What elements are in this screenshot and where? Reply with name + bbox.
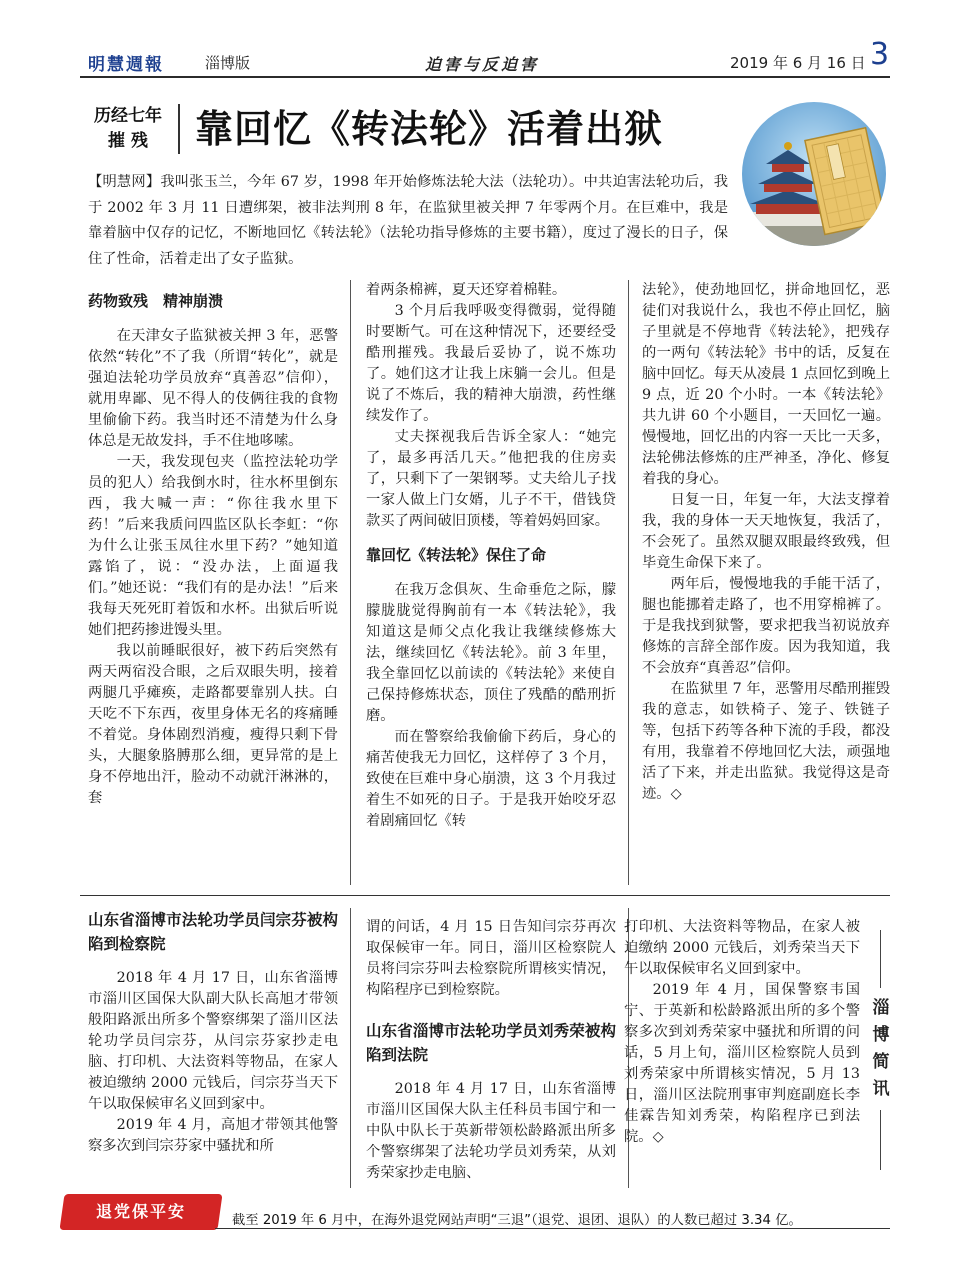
column-rule [350,280,351,885]
article1-column-3 [642,280,890,805]
paragraph: 2018 年 4 月 17 日，山东省淄博市淄川区国保大队副大队长高旭才带领般阳路派出所多个警察绑架了淄川区法轮功学员闫宗芬，从闫宗芬家抄走电脑、打印机、大法资料等物品，在家人被迫缴纳 2000 元钱后，闫宗芬当天下午以取保候审名义回到家中。 [88,970,338,1112]
page-number: 3 [870,37,890,72]
edition-label: 淄博版 [205,54,251,72]
article-kicker [88,104,168,154]
paragraph: 在监狱里 7 年，恶警用尽酷刑摧毁我的意志，如铁椅子、笼子、铁链子等，包括下药等各种下流的手段，都没有用，我靠着不停地回忆大法，顽强地活了下来，并走出监狱。我觉得这是奇迹。◇ [642,681,890,802]
paragraph: 2019 年 4 月，国保警察韦国宁、于英新和松龄路派出所的多个警察多次到刘秀荣家中骚扰和所谓的问话，5 月上旬，淄川区检察院人员到刘秀荣家中所谓核实情况，5 月 13 日，淄川区法院刑事审判庭副庭长李佳霖告知刘秀荣，构陷程序已到法院。◇ [624,982,860,1145]
sidebar-char: 简 [872,1052,890,1072]
sidebar-char: 讯 [872,1079,890,1099]
paragraph: 一天，我发现包夹（监控法轮功学员的犯人）给我倒水时，往水杯里倒东西，我大喊一声：“你往我水里下药！”后来我质问四监区队长李虹：“你为什么让张玉凤往水里下药？”她知道露馅了，说：“没办法，上面逼我们。”她还说：“我们有的是办法！”后来我每天死死盯着饭和水杯。出狱后听说她们把药掺进馒头里。 [88,454,338,638]
article2-column-1 [88,908,338,1157]
paragraph: 着两条棉裤，夏天还穿着棉鞋。 [366,282,567,298]
paragraph: 3 个月后我呼吸变得微弱，觉得随时要断气。可在这种情况下，还要经受酷刑摧残。我最后妥协了，说不炼功了。她们这才让我上床躺一会儿。但是说了不炼后，我的精神大崩溃，药性继续发作了。 [366,303,616,424]
paragraph: 2018 年 4 月 17 日，山东省淄博市淄川区国保大队主任科员韦国宁和一中队中队长于英新带领松龄路派出所多个警察绑架了法轮功学员刘秀荣，从刘秀荣家抄走电脑、 [366,1081,616,1181]
quit-party-badge [59,1194,222,1230]
sidebar-char: 淄 [872,998,890,1018]
footer-statement: 截至 2019 年 6 月中，在海外退党网站声明“三退”（退党、退团、退队）的人数已超过 3.34 亿。 [232,1213,802,1228]
paragraph: 两年后，慢慢地我的手能干活了，腿也能挪着走路了，也不用穿棉裤了。于是我找到狱警，要求把我当初说放弃修炼的言辞全部作废。因为我知道，我不会放弃“真善忍”信仰。 [642,576,890,676]
paragraph: 在我万念俱灰、生命垂危之际，朦朦胧胧觉得胸前有一本《转法轮》，我知道这是师父点化我让我继续修炼大法，继续回忆《转法轮》。前 3 年里，我全靠回忆以前读的《转法轮》来使自己保持修炼状态，顶住了残酷的酷刑折磨。 [366,582,616,724]
subhead-recall-book: 靠回忆《转法轮》保住了命 [366,546,547,564]
header-divider [80,76,890,78]
footer-rule [215,1228,890,1229]
paragraph: 而在警察给我偷偷下药后，身心的痛苦使我无力回忆，这样停了 3 个月，致使在巨难中身心崩溃，这 3 个月我过着生不如死的日子。于是我开始咬牙忍着剧痛回忆《转 [366,729,616,829]
badge-label: 退党保平安 [95,1202,186,1221]
section-divider [80,895,890,896]
paragraph: 打印机、大法资料等物品，在家人被迫缴纳 2000 元钱后，刘秀荣当天下午以取保候审名义回到家中。 [624,919,860,977]
article1-column-1 [88,290,338,809]
temple-book-illustration [738,94,890,254]
paragraph: 丈夫探视我后告诉全家人：“她完了，最多再活几天。”他把我的住房卖了，只剩下了一架钢琴。丈夫给儿子找一家人做上门女婿，儿子不干，借钱贷款买了两间破旧顶楼，等着妈妈回家。 [366,429,616,529]
zibo-news-label [870,995,892,1103]
sidebar-char: 博 [872,1025,890,1045]
kicker-divider [178,104,180,154]
masthead-logo: 明慧週報 [88,55,164,75]
column-rule [350,908,351,1188]
paragraph: 法轮》，使劲地回忆，拼命地回忆，恶徒们对我说什么，我也不停止回忆，脑子里就是不停地背《转法轮》，把残存的一两句《转法轮》书中的话，反复在脑中回忆。每天从凌晨 1 点回忆到晚上 9 点，近 20 个小时。一本《转法轮》共九讲 60 个小题目，一天回忆一遍。慢慢地，回忆出的内容一天比一天多，法轮佛法修炼的庄严神圣，净化、修复着我的身心。 [642,282,890,487]
article-lead: 【明慧网】我叫张玉兰，今年 67 岁，1998 年开始修炼法轮大法（法轮功）。中共迫害法轮功后，我于 2002 年 3 月 11 日遭绑架，被非法判刑 8 年，在监狱里被关押 7 年零两个月。在巨难中，我是靠着脑中仅存的记忆，不断地回忆《转法轮》（法轮功指导修炼的主要书籍），度过了漫长的日子，保住了性命，活着走出了女子监狱。 [88,174,728,267]
article3-column-3 [624,917,860,1148]
paragraph: 谓的问话，4 月 15 日告知闫宗芬再次取保候审一年。同日，淄川区检察院人员将闫宗芬叫去检察院所谓核实情况，构陷程序已到检察院。 [366,919,616,998]
section-title: 迫害与反迫害 [425,55,540,74]
kicker-line-2: 摧 残 [108,131,148,151]
paragraph: 我以前睡眠很好，被下药后突然有两天两宿没合眼，之后双眼失明，接着两腿几乎瘫痪，走路都要靠别人扶。白天吃不下东西，夜里身体无名的疼痛睡不着觉。身体剧烈消瘦，瘦得只剩下骨头，大腿象胳膊那么细，更异常的是上身不停地出汗，脸动不动就汗淋淋的，套 [88,643,338,806]
sidebar-rule-top [880,930,881,988]
paragraph: 日复一日，年复一年，大法支撑着我，我的身体一天天地恢复，我活了，不会死了。虽然双腿双眼最终致残，但毕竟生命保下来了。 [642,492,890,571]
subhead-drug-disability: 药物致残 精神崩溃 [88,292,224,310]
column-rule [628,280,629,885]
paragraph: 在天津女子监狱被关押 3 年，恶警依然“转化”不了我（所谓“转化”，就是强迫法轮功学员放弃“真善忍”信仰），就用卑鄙、见不得人的伎俩往我的食物里偷偷下药。我当时还不清楚为什么身体总是无故发抖，手不住地哆嗦。 [88,328,338,449]
article2-title: 山东省淄博市法轮功学员闫宗芬被构陷到检察院 [88,911,338,953]
sidebar-rule-bottom [880,1110,881,1170]
article3-title: 山东省淄博市法轮功学员刘秀荣被构陷到法院 [366,1022,616,1064]
article1-column-2 [366,280,616,832]
article-headline: 靠回忆《转法轮》活着出狱 [195,107,664,151]
issue-date: 2019 年 6 月 16 日 [730,54,866,72]
paragraph: 2019 年 4 月，高旭才带领其他警察多次到闫宗芬家中骚扰和所 [88,1117,338,1154]
article2-column-2 [366,917,616,1184]
kicker-line-1: 历经七年 [94,106,162,126]
